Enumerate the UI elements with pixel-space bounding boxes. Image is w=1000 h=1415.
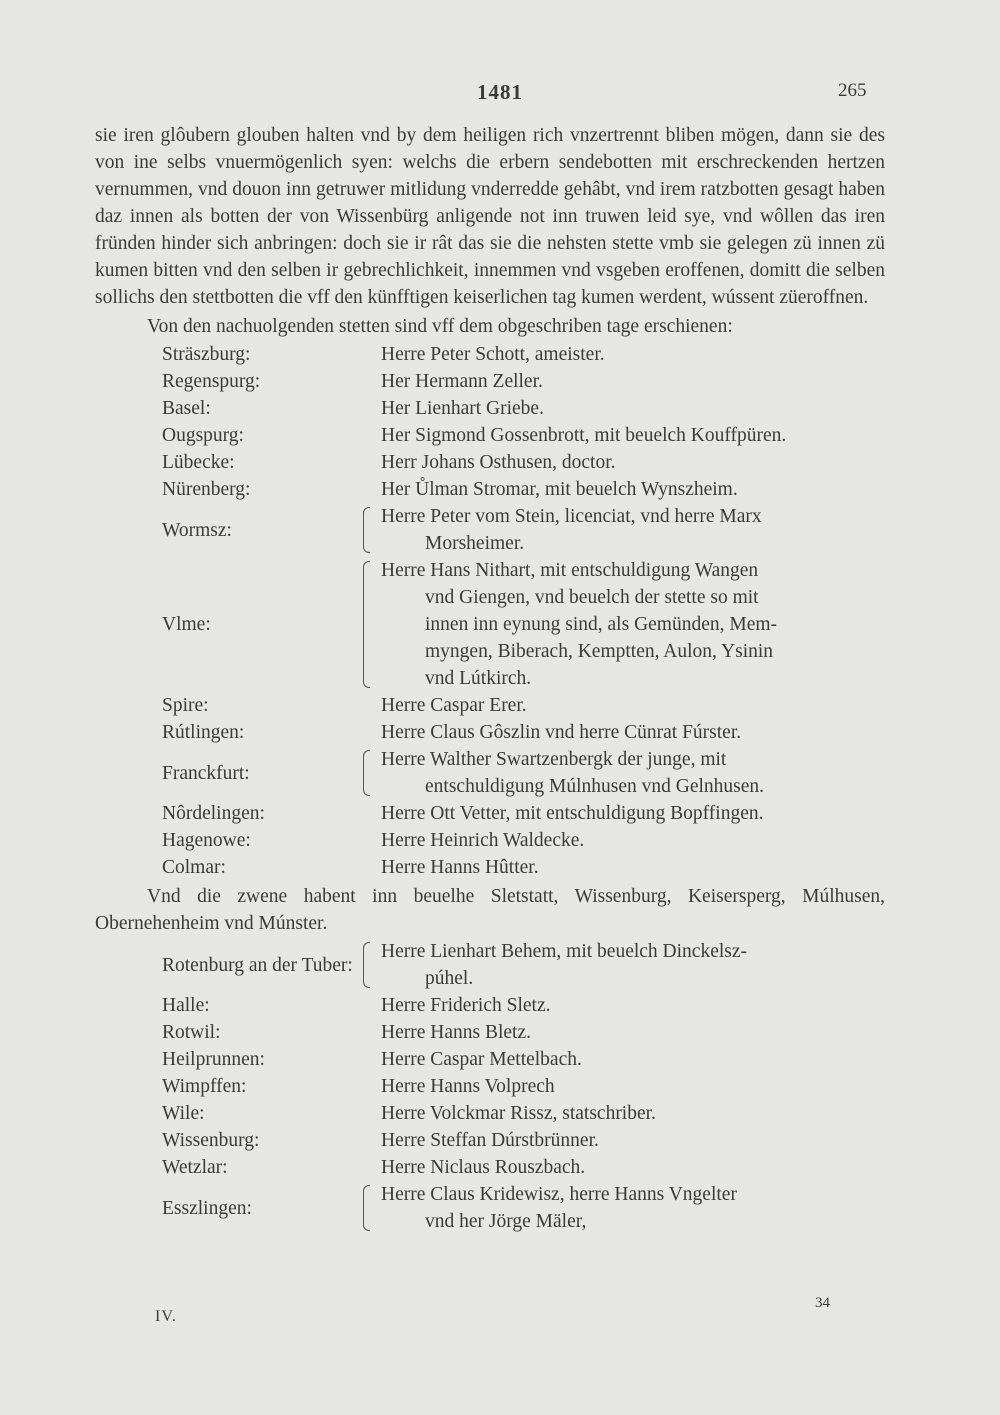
- paragraph: sie iren glôubern glouben halten vnd by dem heiligen rich vnzertrennt bliben mögen, dann sie des von ine selbs vnuermögenlich syen: welchs die erbern sendebotten mit erschreckenden hertzen vernummen, vnd douon inn getruwer mitlidung vnderredde gehâbt, vnd irem ratzbotten gesagt haben daz innen als botten der von Wissenbürg anligende not inn truwen leid sye, vnd wôllen das iren fründen hinder sich anbringen: doch sie ir rât das sie die nehsten stette vmb sie gelegen zü innen zü kumen bitten vnd den selben ir gebrechlichkeit, innemmen vnd vsgeben eroffenen, domitt die selben sollichs den stettbotten die vff den künfftigen keiserlichen tag kumen werdent, wússent züeroffnen.: [95, 125, 885, 308]
- delegate-line: Herre Hans Nithart, mit entschuldigung Wangen: [381, 560, 759, 581]
- city-name: Wimpffen:: [162, 1076, 247, 1097]
- city-name: Wormsz:: [162, 519, 232, 541]
- delegate-line: Herr Johans Osthusen, doctor.: [381, 452, 616, 473]
- delegate-entry: [95, 992, 885, 1019]
- delegate-names: [381, 476, 885, 503]
- bracket-cell: [355, 449, 381, 476]
- city-name: Lübecke:: [162, 452, 235, 473]
- delegate-line: vnd Giengen, vnd beuelch der stette so mit: [425, 587, 759, 608]
- paragraph: Vnd die zwene habent inn beuelhe Sletstatt, Wissenburg, Keisersperg, Múlhusen, Obernehenheim vnd Múnster.: [95, 886, 885, 934]
- delegate-line: Herre Caspar Erer.: [381, 695, 527, 716]
- city-name: Nürenberg:: [162, 479, 251, 500]
- delegate-line: Her Ůlman Stromar, mit beuelch Wynszheim.: [381, 479, 738, 500]
- page-header-year: 1481: [477, 80, 523, 104]
- delegate-entry: [95, 368, 885, 395]
- delegate-names: [381, 395, 885, 422]
- city-name: Heilprunnen:: [162, 1049, 265, 1070]
- delegate-names: [381, 1127, 885, 1154]
- delegate-names: [381, 422, 885, 449]
- delegate-line: Herre Niclaus Rouszbach.: [381, 1157, 586, 1178]
- delegate-entry: [95, 1100, 885, 1127]
- bracket-cell: [355, 1019, 381, 1046]
- bracket-cell: [355, 341, 381, 368]
- brace-icon: [363, 507, 370, 553]
- delegate-line: Herre Hanns Hûtter.: [381, 857, 539, 878]
- bracket-cell: [355, 1100, 381, 1127]
- delegate-names: [381, 1181, 885, 1235]
- delegate-line: Her Lienhart Griebe.: [381, 398, 544, 419]
- bracket-cell: [355, 938, 381, 992]
- city-name: Vlme:: [162, 614, 211, 635]
- bracket-cell: [355, 503, 381, 557]
- brace-icon: [363, 750, 370, 796]
- delegate-names: [381, 719, 885, 746]
- delegate-line: Herre Friderich Sletz.: [381, 995, 551, 1016]
- city-name: Rútlingen:: [162, 722, 245, 743]
- delegate-names: [381, 1073, 885, 1100]
- delegate-entry: [95, 449, 885, 476]
- city-name: Halle:: [162, 995, 210, 1016]
- bracket-cell: [355, 1181, 381, 1235]
- city-name: Esszlingen:: [162, 1197, 252, 1219]
- delegate-entry: [95, 341, 885, 368]
- bracket-cell: [355, 800, 381, 827]
- delegate-line: Herre Caspar Mettelbach.: [381, 1049, 582, 1070]
- delegate-line: Herre Volckmar Rissz, statschriber.: [381, 1103, 656, 1124]
- delegate-line: vnd her Jörge Mäler,: [425, 1211, 587, 1232]
- delegate-line: myngen, Biberach, Kemptten, Aulon, Ysinin: [425, 641, 774, 662]
- bracket-cell: [355, 557, 381, 692]
- delegate-line: Herre Claus Gôszlin vnd herre Cünrat Fúrster.: [381, 722, 742, 743]
- delegate-entry: [95, 800, 885, 827]
- delegate-line: Her Hermann Zeller.: [381, 371, 543, 392]
- delegate-names: [381, 938, 885, 992]
- bracket-cell: [355, 854, 381, 881]
- city-name: Franckfurt:: [162, 762, 250, 784]
- delegate-line: Herre Hanns Volprech: [381, 1076, 555, 1097]
- delegate-line: Herre Peter Schott, ameister.: [381, 344, 605, 365]
- text-body: [95, 122, 885, 1235]
- city-name: Rotwil:: [162, 1022, 221, 1043]
- delegate-names: [381, 341, 885, 368]
- delegate-entry: [95, 422, 885, 449]
- folio-number: 34: [815, 1295, 830, 1311]
- brace-icon: [363, 561, 370, 688]
- delegate-line: Morsheimer.: [425, 533, 525, 554]
- delegate-line: Herre Peter vom Stein, licenciat, vnd herre Marx: [381, 506, 762, 527]
- sheet-signature: IV.: [155, 1308, 177, 1325]
- city-name: Colmar:: [162, 857, 226, 878]
- city-name: Wetzlar:: [162, 1157, 228, 1178]
- delegate-names: [381, 746, 885, 800]
- delegate-line: vnd Lútkirch.: [425, 668, 532, 689]
- delegate-entry: [95, 503, 885, 557]
- delegate-line: púhel.: [425, 968, 474, 989]
- delegate-entry: [95, 1019, 885, 1046]
- delegate-line: Herre Walther Swartzenbergk der junge, mit: [381, 749, 727, 770]
- delegate-names: [381, 368, 885, 395]
- bracket-cell: [355, 746, 381, 800]
- bracket-cell: [355, 476, 381, 503]
- bracket-cell: [355, 368, 381, 395]
- city-name: Rotenburg an der Tuber:: [162, 954, 353, 976]
- city-name: Regenspurg:: [162, 371, 261, 392]
- delegate-names: [381, 1100, 885, 1127]
- delegate-entry: [95, 1073, 885, 1100]
- delegate-entry: [95, 827, 885, 854]
- delegate-entry: [95, 1154, 885, 1181]
- bracket-cell: [355, 1073, 381, 1100]
- bracket-cell: [355, 422, 381, 449]
- delegate-entry: [95, 1127, 885, 1154]
- city-name: Spire:: [162, 695, 209, 716]
- delegate-entry: [95, 938, 885, 992]
- delegate-entry: [95, 746, 885, 800]
- bracket-cell: [355, 719, 381, 746]
- bracket-cell: [355, 395, 381, 422]
- delegate-names: [381, 449, 885, 476]
- bracket-cell: [355, 827, 381, 854]
- delegate-line: Herre Heinrich Waldecke.: [381, 830, 585, 851]
- delegate-names: [381, 1019, 885, 1046]
- delegate-entry: [95, 1046, 885, 1073]
- delegate-entry: [95, 557, 885, 692]
- delegate-names: [381, 827, 885, 854]
- city-name: Hagenowe:: [162, 830, 251, 851]
- city-name: Ougspurg:: [162, 425, 244, 446]
- delegate-list: [95, 938, 885, 1235]
- delegate-names: [381, 1046, 885, 1073]
- delegate-line: Herre Ott Vetter, mit entschuldigung Bopffingen.: [381, 803, 764, 824]
- delegate-line: entschuldigung Múlnhusen vnd Gelnhusen.: [425, 776, 765, 797]
- delegate-entry: [95, 719, 885, 746]
- bracket-cell: [355, 1154, 381, 1181]
- page-number: 265: [838, 80, 867, 101]
- delegate-line: Herre Steffan Dúrstbrünner.: [381, 1130, 599, 1151]
- city-name: Sträszburg:: [162, 344, 251, 365]
- delegate-list: [95, 341, 885, 881]
- delegate-names: [381, 692, 885, 719]
- brace-icon: [363, 1185, 370, 1231]
- delegate-line: Herre Lienhart Behem, mit beuelch Dinckelsz-: [381, 941, 748, 962]
- delegate-entry: [95, 854, 885, 881]
- bracket-cell: [355, 992, 381, 1019]
- delegate-entry: [95, 692, 885, 719]
- paragraph: Von den nachuolgenden stetten sind vff dem obgeschriben tage erschienen:: [147, 316, 733, 337]
- delegate-names: [381, 503, 885, 557]
- delegate-entry: [95, 395, 885, 422]
- delegate-line: innen inn eynung sind, als Gemünden, Mem-: [425, 614, 778, 635]
- bracket-cell: [355, 692, 381, 719]
- delegate-names: [381, 992, 885, 1019]
- delegate-names: [381, 1154, 885, 1181]
- delegate-names: [381, 557, 885, 692]
- delegate-names: [381, 854, 885, 881]
- bracket-cell: [355, 1046, 381, 1073]
- bracket-cell: [355, 1127, 381, 1154]
- delegate-line: Herre Claus Kridewisz, herre Hanns Vngelter: [381, 1184, 737, 1205]
- delegate-entry: [95, 476, 885, 503]
- delegate-line: Herre Hanns Bletz.: [381, 1022, 531, 1043]
- delegate-names: [381, 800, 885, 827]
- delegate-entry: [95, 1181, 885, 1235]
- city-name: Wissenburg:: [162, 1130, 260, 1151]
- delegate-line: Her Sigmond Gossenbrott, mit beuelch Kouffpüren.: [381, 425, 787, 446]
- city-name: Wile:: [162, 1103, 205, 1124]
- city-name: Nôrdelingen:: [162, 803, 265, 824]
- brace-icon: [363, 942, 370, 988]
- city-name: Basel:: [162, 398, 211, 419]
